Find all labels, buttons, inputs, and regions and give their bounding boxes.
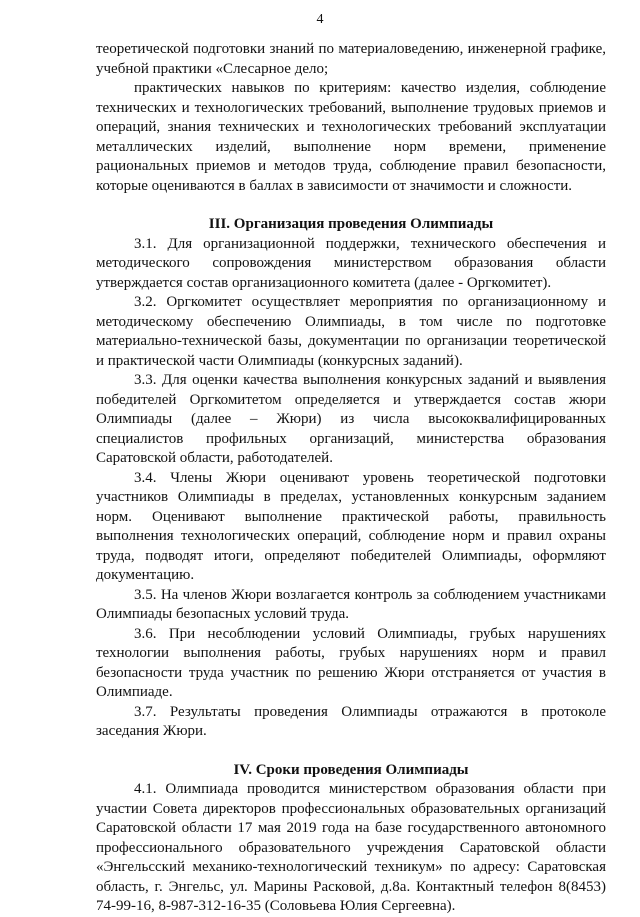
- section-4-heading: IV. Сроки проведения Олимпиады: [233, 761, 469, 778]
- paragraph-3-1: 3.1. Для организационной поддержки, технического обеспечения и методического сопровождения министерством образования области утверждается состав организационного комитета (далее - Оргкомитет).: [96, 235, 606, 291]
- paragraph-3-4: 3.4. Члены Жюри оценивают уровень теоретической подготовки участников Олимпиады в пределах, установленных конкурсным заданием норм. Оценивают выполнение практической работы, правильность выполнения технологических операций, соблюдение норм и правил охраны труда, подводят итоги, определяют победителей Олимпиады, оформляют документацию.: [96, 469, 606, 583]
- paragraph-3-5: 3.5. На членов Жюри возлагается контроль за соблюдением участниками Олимпиады безопасных условий труда.: [96, 586, 606, 622]
- section-3-heading: III. Организация проведения Олимпиады: [208, 216, 494, 232]
- paragraph-3-7: 3.7. Результаты проведения Олимпиады отражаются в протоколе заседания Жюри.: [96, 703, 606, 739]
- paragraph-3-2: 3.2. Оргкомитет осуществляет мероприятия по организационному и методическому обеспечению Олимпиады, в том числе по подготовке материально-технической базы, документации по организации теоретической и практической части Олимпиады (конкурсных заданий).: [96, 294, 606, 369]
- spacer: [96, 742, 606, 761]
- intro-paragraph-1: теоретической подготовки знаний по материаловедению, инженерной графике, учебной практики «Слесарное дело;: [96, 41, 606, 77]
- paragraph-4-1: 4.1. Олимпиада проводится министерством образования области при участии Совета директоров профессиональных образовательных организаций Саратовской области 17 мая 2019 года на базе государственного автономного профессионального образовательного учреждения Саратовской области «Энгельсский механико-технологический техникум» по адресу: Саратовская область, г. Энгельс, ул. Марины Расковой, д.8а. Контактный телефон 8(8453) 74-99-16, 8-987-312-16-35 (Соловьева Юлия Сергеевна).: [96, 781, 606, 914]
- page-number: 4: [316, 12, 324, 27]
- spacer: [96, 196, 606, 215]
- paragraph-3-6: 3.6. При несоблюдении условий Олимпиады, грубых нарушениях технологии выполнения работы, грубых нарушениях норм и правил безопасности труда участник по решению Жюри отстраняется от участия в Олимпиаде.: [96, 625, 606, 700]
- paragraph-3-3: 3.3. Для оценки качества выполнения конкурсных заданий и выявления победителей Оргкомитетом определяется и утверждается состав жюри Олимпиады (далее – Жюри) из числа высококвалифицированных специалистов профильных организаций, министерства образования Саратовской области, работодателей.: [96, 372, 606, 466]
- document-body: [96, 40, 606, 917]
- intro-paragraph-2: практических навыков по критериям: качество изделия, соблюдение технических и технологических требований, выполнение трудовых приемов и операций, знания технических и технологических требований эксплуатации металлических изделий, выполнение норм времени, применение рациональных приемов и методов труда, соблюдение правил безопасности, которые оцениваются в баллах в зависимости от значимости и сложности.: [96, 80, 606, 194]
